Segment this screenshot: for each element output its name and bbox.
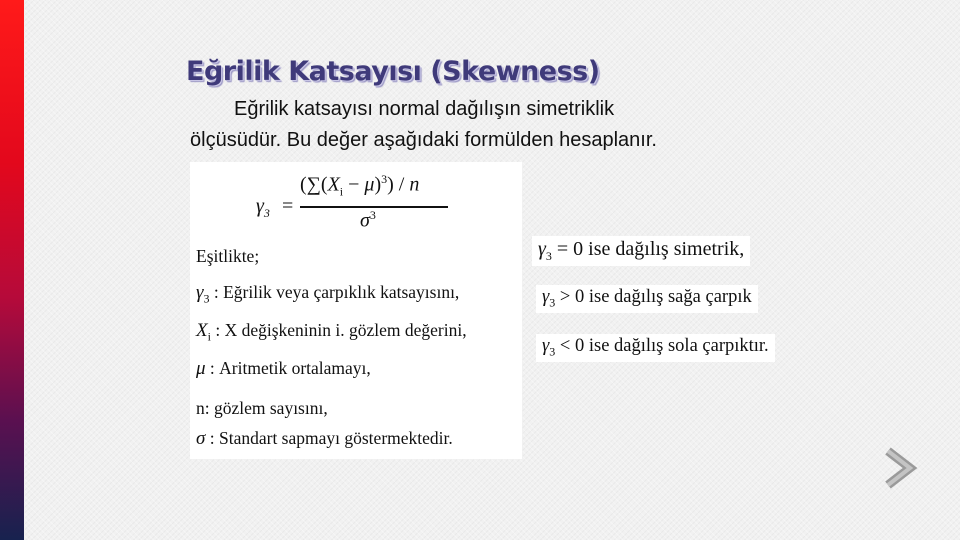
condition-symmetric	[532, 236, 750, 266]
condition-left-skew	[536, 334, 775, 362]
definition-mu	[196, 358, 371, 380]
condition-1-sub: 3	[545, 249, 552, 263]
skewness-formula	[256, 168, 456, 234]
formula-denominator	[360, 208, 376, 233]
formula-numerator	[300, 172, 419, 200]
formula-gamma: γ	[256, 195, 264, 217]
formula-equals: =	[282, 195, 294, 217]
accent-bar	[0, 0, 24, 540]
formula-den-exp: 3	[369, 208, 376, 222]
formula-lhs	[256, 195, 270, 221]
condition-2-sub: 3	[549, 295, 556, 310]
formula-den-sigma: σ	[360, 209, 370, 232]
slide-title: Eğrilik Katsayısı (Skewness)	[186, 56, 600, 87]
definition-gamma-sub: 3	[203, 291, 210, 306]
formula-num-tail: ) /	[387, 173, 410, 196]
condition-right-skew	[536, 285, 758, 313]
definition-gamma-text: : Eğrilik veya çarpıklık katsayısını,	[209, 282, 460, 302]
formula-num-x-sub: i	[339, 184, 344, 199]
condition-3-sub: 3	[549, 344, 556, 359]
definition-gamma-symbol: γ	[196, 282, 204, 303]
intro-line-2: ölçüsüdür. Bu değer aşağıdaki formülden hesaplanır.	[190, 129, 657, 151]
definition-x-symbol: X	[196, 320, 208, 341]
definition-x-sub: i	[207, 329, 211, 344]
chevron-right-icon[interactable]	[880, 446, 920, 490]
formula-num-exp: 3	[381, 172, 388, 186]
condition-1-text: = 0 ise dağılış simetrik,	[551, 238, 745, 260]
definition-sigma	[196, 428, 453, 450]
formula-num-open: (∑(	[300, 173, 328, 196]
definition-n: n: gözlem sayısını,	[196, 398, 328, 418]
definition-x-text: : X değişkeninin i. gözlem değerini,	[210, 320, 467, 340]
formula-num-x: X	[327, 173, 340, 196]
formula-num-minus: −	[343, 173, 365, 196]
definition-mu-text: : Aritmetik ortalamayı,	[205, 358, 371, 378]
intro-text	[190, 94, 790, 156]
definition-x	[196, 320, 467, 345]
definition-sigma-symbol: σ	[196, 428, 206, 449]
condition-3-symbol: γ	[542, 336, 550, 356]
formula-num-close: )	[374, 173, 382, 196]
formula-num-n: n	[409, 173, 420, 196]
formula-num-mu: μ	[364, 173, 375, 196]
definitions-heading: Eşitlikte;	[196, 246, 260, 266]
definition-gamma	[196, 282, 459, 307]
intro-line-1: Eğrilik katsayısı normal dağılışın simetriklik	[234, 98, 615, 120]
condition-2-text: > 0 ise dağılış sağa çarpık	[555, 287, 752, 307]
formula-gamma-sub: 3	[263, 206, 270, 220]
definition-sigma-text: : Standart sapmayı göstermektedir.	[205, 428, 453, 448]
condition-3-text: < 0 ise dağılış sola çarpıktır.	[555, 336, 769, 356]
definition-mu-symbol: μ	[196, 358, 206, 379]
condition-2-symbol: γ	[542, 287, 550, 307]
condition-1-symbol: γ	[538, 238, 546, 260]
